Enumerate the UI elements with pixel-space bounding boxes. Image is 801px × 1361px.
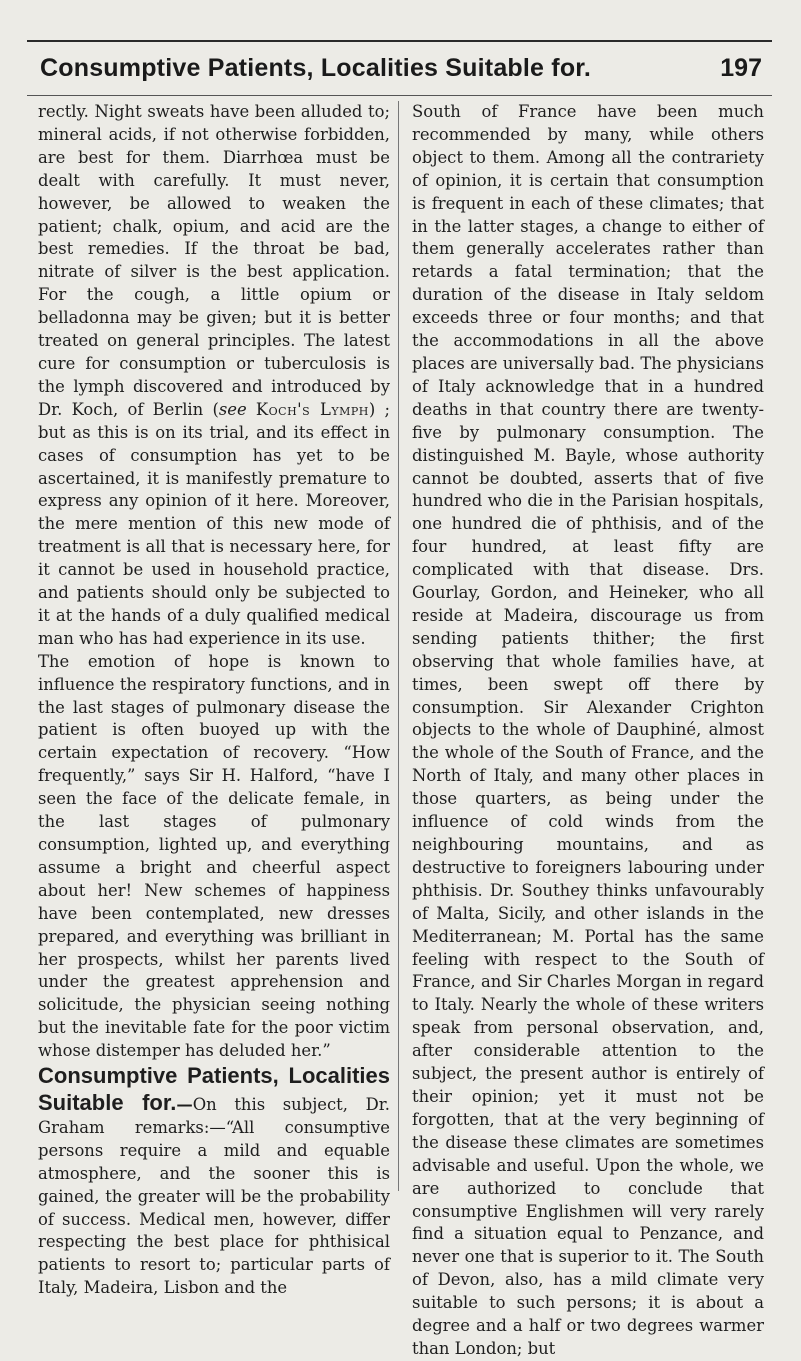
see-reference: see [218,399,247,419]
paragraph: The emotion of hope is known to influence the respiratory functions, and in the last stages of pulmonary disease the patient is often buoyed up with the certain expectation of recovery. “How frequently,” says Sir H. Halford, “have I seen the face of the delicate female, in the last stages of pulmonary consumption, lighted up, and everything assume a bright and cheerful aspect about her! New schemes of happiness have been contemplated, new dresses prepared, and everything was brilliant in her prospects, whilst her parents lived under the greatest apprehension and solicitude, the physician seeing nothing but the inevitable fate for the poor victim whose distemper has deluded her.” [38,651,390,1061]
section-heading: Consumptive Patients, Localities Suitable for. [38,1063,390,1115]
right-column [412,101,764,1361]
left-column [38,101,390,1300]
column-divider [398,101,399,1191]
page-header [40,46,762,90]
paragraph-text: ) ; but as this is on its trial, and its effect in cases of consumption has yet to be ascertained, it is manifestly premature to express any opinion of it here. Moreover, the mere mention of this new mode of treatment is all that is necessary here, for it cannot be used in household practice, and patients should only be subjected to it at the hands of a duly qualified medical man who has had experience in its use. [38,399,390,648]
header-top-rule [27,40,772,42]
cross-reference: Koch's Lymph [255,399,369,419]
section-paragraph [38,1063,390,1300]
paragraph: South of France have been much recommended by many, while others object to them. Among all the contrariety of opinion, it is certain that consumption is frequent in each of these climates; that in the latter stages, a change to either of them generally accelerates rather than retards a fatal termination; that the duration of the disease in Italy seldom exceeds three or four months; and that the accommodations in all the above places are universally bad. The physicians of Italy acknowledge that in a hundred deaths in that country there are twenty-five by pulmonary consumption. The distinguished M. Bayle, whose authority cannot be doubted, asserts that of five hundred who die in the Parisian hospitals, one hundred die of phthisis, and of the four hundred, at least fifty are complicated with that disease. Drs. Gourlay, Gordon, and Heineker, who all reside at Madeira, discourage us from sending patients thither; the first observing that whole families have, at times, been swept off there by consumption. Sir Alexander Crighton objects to the whole of Dauphiné, almost the whole of the South of France, and the North of Italy, and many other places in those quarters, as being under the influence of cold winds from the neighbouring mountains, and as destructive to foreigners labouring under phthisis. Dr. Southey thinks unfavourably of Malta, Sicily, and other islands in the Mediterranean; M. Portal has the same feeling with respect to the South of France, and Sir Charles Morgan in regard to Italy. Nearly the whole of these writers speak from personal observation, and, after considerable attention to the subject, the present author is entirely of their opinion; yet it must not be forgotten, that at the very beginning of the disease these climates are sometimes advisable and useful. Upon the whole, we are authorized to conclude that consumptive Englishmen will very rarely find a situation equal to Penzance, and never one that is superior to it. The South of Devon, also, has a mild climate very suitable to such persons; it is about a degree and a half or two degrees warmer than London; but [412,102,764,1358]
paragraph [38,101,390,651]
section-dash: — [176,1094,193,1114]
page-number: 197 [720,53,762,82]
header-bottom-rule [27,95,772,96]
paragraph-text: rectly. Night sweats have been alluded to; mineral acids, if not otherwise forbidden, are best for them. Diarrhœa must be dealt with carefully. It must never, however, be allowed to weaken the patient; chalk, opium, and acid are the best remedies. If the throat be bad, nitrate of silver is the best application. For the cough, a little opium or belladonna may be given; but it is better treated on general principles. The latest cure for consumption or tuberculosis is the lymph discovered and introduced by Dr. Koch, of Berlin ( [38,102,390,419]
running-title: Consumptive Patients, Localities Suitable for. [40,53,591,82]
paragraph-text: On this subject, Dr. Graham remarks:—“All consumptive persons require a mild and equable atmosphere, and the sooner this is gained, the greater will be the probability of success. Medical men, however, differ respecting the best place for phthisical patients to resort to; particular parts of Italy, Madeira, Lisbon and the [38,1094,390,1298]
